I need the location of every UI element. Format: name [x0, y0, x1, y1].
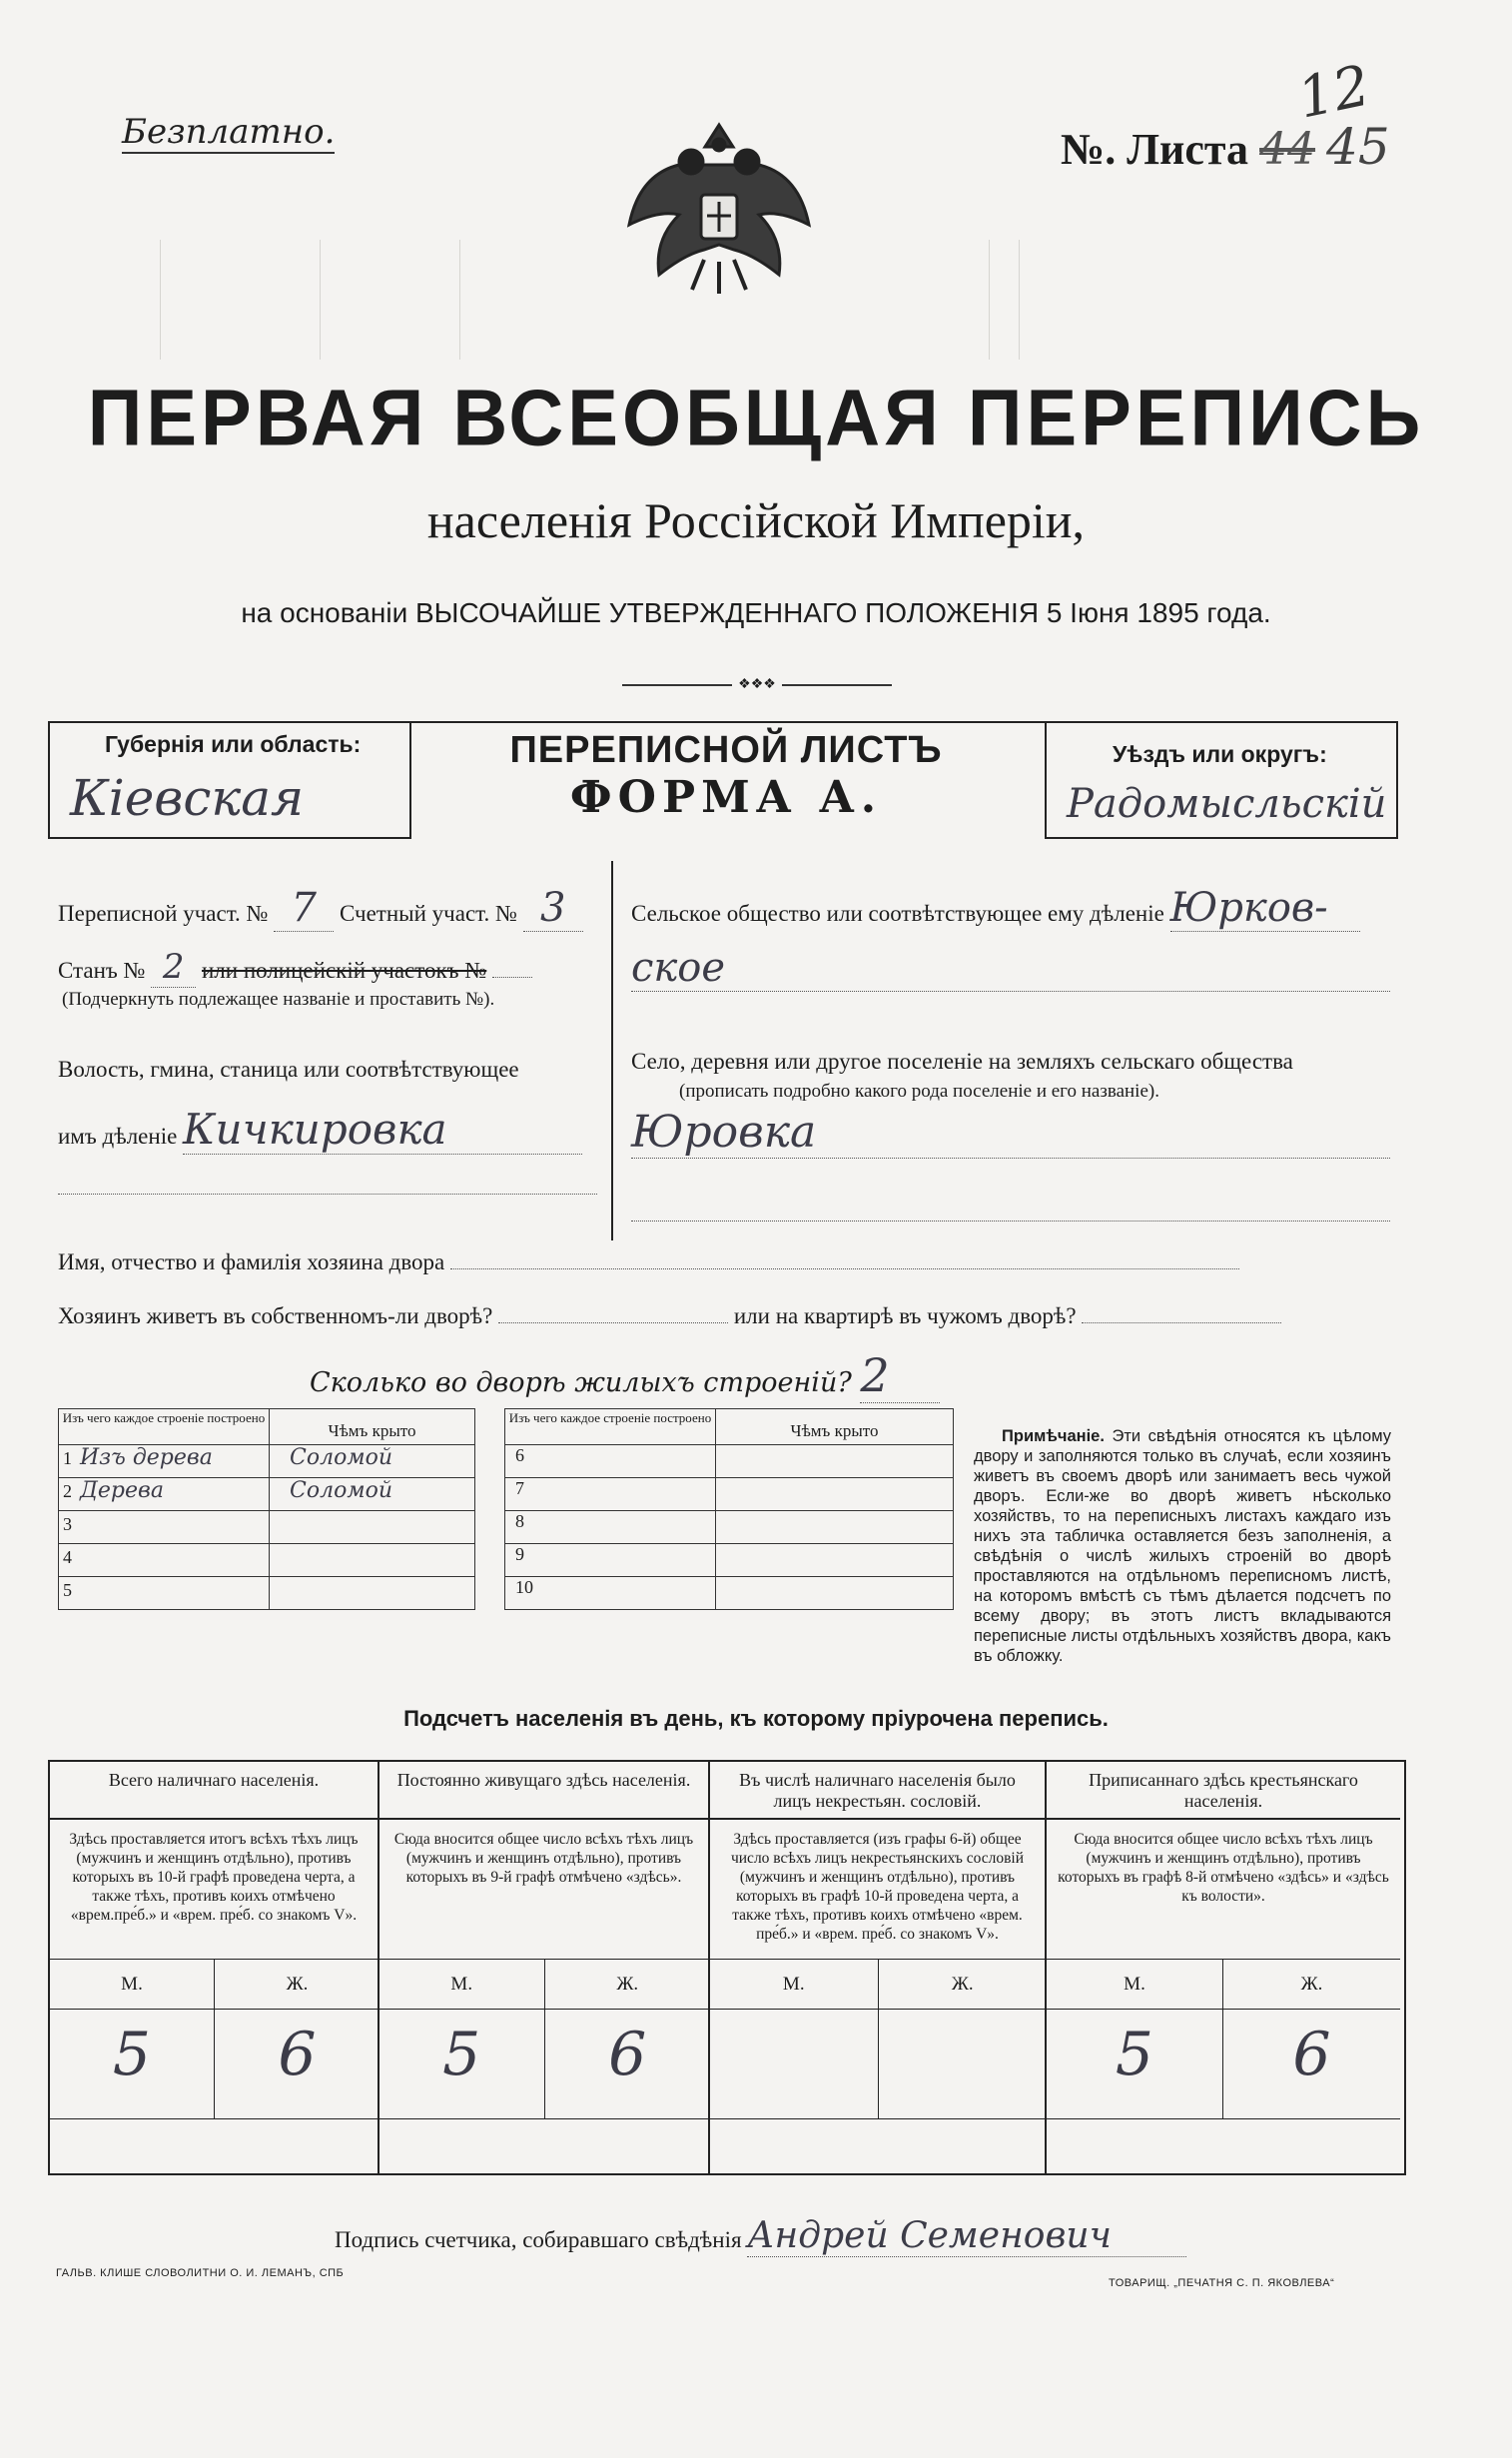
- population-title: Подсчетъ населенія въ день, къ которому пріурочена перепись.: [403, 1706, 1109, 1731]
- district-label: Уѣздъ или округъ:: [1113, 741, 1327, 767]
- male-count: 5: [50, 2010, 215, 2119]
- building-roof-cell: [716, 1445, 954, 1478]
- building-row-number: 3: [63, 1514, 72, 1534]
- population-column-description: Сюда вносится общее число всѣхъ тѣхъ лицъ (мужчинъ и женщинъ отдѣльно), противъ которыхъ въ графѣ 8-й отмѣчено «здѣсь» и «здѣсь къ волости».: [1047, 1820, 1400, 1960]
- male-label: М.: [50, 1960, 215, 2010]
- population-table: [48, 1760, 1406, 2175]
- sheet-title-box: [411, 721, 1041, 841]
- female-label: Ж.: [215, 1960, 379, 2010]
- male-label: М.: [1047, 1960, 1223, 2010]
- census-district-field: [58, 885, 602, 932]
- population-column-heading: Всего наличнаго населенія.: [50, 1762, 378, 1820]
- building-material-cell: [59, 1445, 270, 1478]
- footer-right: ТОВАРИЩ. „ПЕЧАТНЯ С. П. ЯКОВЛЕВА“: [1109, 2277, 1335, 2289]
- building-roof-cell: [270, 1544, 475, 1577]
- buildings-field: [310, 1348, 940, 1403]
- census-district-label: Переписной участ. №: [58, 901, 269, 926]
- building-row: [505, 1511, 954, 1544]
- owner-name-field: [58, 1248, 1239, 1275]
- building-material-value: Дерева: [80, 1478, 164, 1503]
- female-label: Ж.: [1223, 1960, 1400, 2010]
- building-roof-cell: [716, 1544, 954, 1577]
- female-count: 6: [215, 2010, 379, 2119]
- building-roof-cell: [270, 1445, 475, 1478]
- buildings-label: Сколько во дворѣ жилыхъ строеній?: [310, 1367, 852, 1398]
- sheet-number: [1061, 118, 1390, 176]
- owner-yard-field: [58, 1302, 1281, 1329]
- volost-label: Волость, гмина, станица или соотвѣтствующее: [58, 1057, 519, 1082]
- volost-extra-line: [58, 1194, 597, 1195]
- count-district-label: Счетный участ. №: [339, 901, 517, 926]
- col-roof-header: Чѣмъ крыто: [270, 1409, 475, 1445]
- population-column-heading: Приписаннаго здѣсь крестьянскаго населенія.: [1047, 1762, 1400, 1820]
- building-roof-cell: [270, 1511, 475, 1544]
- building-roof-value: Соломой: [290, 1478, 392, 1503]
- owner-name-label: Имя, отчество и фамилія хозяина двора: [58, 1249, 445, 1274]
- building-material-cell: [505, 1544, 716, 1577]
- population-column-description: Здѣсь проставляется итогъ всѣхъ тѣхъ лицъ (мужчинъ и женщинъ отдѣльно), противъ которыхъ въ 10-й графѣ проведена черта, а также тѣхъ, противъ коихъ отмѣчено «врем.пре́б.» и «врем. пре́б. со знакомъ V».: [50, 1820, 378, 1960]
- signature-field: [335, 2215, 1186, 2257]
- building-row-number: 7: [515, 1478, 524, 1498]
- building-row-number: 5: [63, 1580, 72, 1600]
- col-roof-header: Чѣмъ крыто: [716, 1409, 954, 1445]
- building-row-number: 4: [63, 1547, 72, 1567]
- buildings-table-left: [58, 1408, 475, 1610]
- own-yard-label: Хозяинъ живетъ въ собственномъ-ли дворѣ?: [58, 1303, 493, 1328]
- male-count: 5: [379, 2010, 545, 2119]
- society-value-2: ское: [631, 945, 1390, 992]
- form-name: ФОРМА А.: [569, 772, 883, 823]
- signature-value: Андрей Семенович: [747, 2215, 1186, 2257]
- population-column: [379, 1762, 710, 2173]
- building-roof-value: Соломой: [290, 1445, 392, 1470]
- ornament-divider: ❖❖❖: [622, 679, 892, 691]
- sheet-number-new: 45: [1326, 118, 1390, 176]
- female-label: Ж.: [879, 1960, 1048, 2010]
- population-column: [1047, 1762, 1400, 2173]
- population-column-heading: Постоянно живущаго здѣсь населенія.: [379, 1762, 708, 1820]
- corner-mark: 12: [1292, 53, 1376, 132]
- population-column: [50, 1762, 379, 2173]
- rented-label: или на квартирѣ въ чужомъ дворѣ?: [733, 1303, 1077, 1328]
- male-count: [710, 2010, 879, 2119]
- building-row-number: 6: [515, 1445, 524, 1465]
- building-material-value: Изъ дерева: [80, 1445, 213, 1470]
- note-label: Примѣчаніе.: [1002, 1427, 1105, 1445]
- society-field: [631, 885, 1390, 932]
- village-value: Юровка: [631, 1107, 1390, 1159]
- building-row: [505, 1544, 954, 1577]
- signature-label: Подпись счетчика, собиравшаго свѣдѣнія: [335, 2227, 742, 2252]
- society-value-1: Юрков-: [1170, 885, 1360, 932]
- building-roof-cell: [716, 1478, 954, 1511]
- building-row-number: 1: [63, 1448, 72, 1468]
- building-roof-cell: [716, 1577, 954, 1610]
- building-material-cell: [59, 1478, 270, 1511]
- female-count: 6: [545, 2010, 711, 2119]
- police-label: или полицейскій участокъ №: [201, 958, 487, 983]
- building-row-number: 8: [515, 1511, 524, 1531]
- census-district-value: 7: [274, 885, 334, 932]
- building-row: [59, 1577, 475, 1610]
- imperial-eagle-emblem: [619, 110, 819, 310]
- column-divider: [611, 861, 613, 1240]
- volost-field: [58, 1105, 597, 1155]
- volost-value: Кичкировка: [183, 1105, 582, 1155]
- society-label: Сельское общество или соотвѣтствующее ему дѣленіе: [631, 901, 1164, 926]
- female-label: Ж.: [545, 1960, 711, 2010]
- building-roof-cell: [270, 1577, 475, 1610]
- male-count: 5: [1047, 2010, 1223, 2119]
- population-column-description: Здѣсь проставляется (изъ графы 6-й) общее число всѣхъ лицъ некрестьянскихъ сословій (мужчинъ и женщинъ отдѣльно), противъ которыхъ въ графѣ 10-й проведена черта, а также тѣхъ, противъ коихъ отмѣчено «врем. пре́б.» и «врем. пре́б. со знакомъ V».: [710, 1820, 1045, 1960]
- building-material-cell: [59, 1577, 270, 1610]
- district-value: Радомысльскій: [1067, 781, 1387, 827]
- building-material-cell: [59, 1511, 270, 1544]
- building-material-cell: [505, 1445, 716, 1478]
- male-label: М.: [710, 1960, 879, 2010]
- free-label: Безплатно.: [122, 112, 336, 152]
- sheet-title: ПЕРЕПИСНОЙ ЛИСТЪ: [509, 729, 943, 771]
- owner-name-value: [450, 1248, 1239, 1269]
- population-column-description: Сюда вносится общее число всѣхъ тѣхъ лицъ (мужчинъ и женщинъ отдѣльно), противъ которыхъ въ 9-й графѣ отмѣчено «здѣсь».: [379, 1820, 708, 1960]
- count-district-value: 3: [523, 885, 583, 932]
- province-label: Губернія или область:: [105, 731, 362, 757]
- village-extra-line: [631, 1221, 1390, 1222]
- legal-basis: на основаніи ВЫСОЧАЙШЕ УТВЕРЖДЕННАГО ПОЛОЖЕНІЯ 5 Іюня 1895 года.: [241, 597, 1271, 628]
- col-material-header: Изъ чего каждое строеніе построено: [505, 1409, 716, 1445]
- sheet-number-label: №. Листа: [1061, 125, 1249, 174]
- province-box: [48, 721, 411, 839]
- population-column-heading: Въ числѣ наличнаго населенія было лицъ некрестьян. сословій.: [710, 1762, 1045, 1820]
- building-roof-cell: [716, 1511, 954, 1544]
- building-material-cell: [59, 1544, 270, 1577]
- col-material-header: Изъ чего каждое строеніе построено: [59, 1409, 270, 1445]
- sheet-number-old: 44: [1259, 124, 1316, 175]
- building-row: [59, 1544, 475, 1577]
- building-material-cell: [505, 1478, 716, 1511]
- village-label: Село, деревня или другое поселеніе на земляхъ сельскаго общества: [631, 1049, 1293, 1074]
- female-count: 6: [1223, 2010, 1400, 2119]
- buildings-table-right: [504, 1408, 954, 1610]
- female-count: [879, 2010, 1048, 2119]
- village-note: (прописать подробно какого рода поселеніе и его названіе).: [679, 1081, 1159, 1102]
- building-row: [505, 1445, 954, 1478]
- note-block: [974, 1426, 1391, 1666]
- building-row: [59, 1445, 475, 1478]
- note-text: Эти свѣдѣнія относятся къ цѣлому двору и заполняются только въ случаѣ, если хозяинъ живетъ въ своемъ дворѣ или занимаетъ весь чужой дворъ. Если-же во дворѣ живетъ нѣсколько хозяйствъ, то на переписныхъ листахъ каждаго изъ нихъ эта табличка оставляется безъ заполненія, а свѣдѣнія о числѣ жилыхъ строеній во дворѣ проставляются на отдѣльномъ переписномъ листѣ, на которомъ вмѣстѣ съ тѣмъ дѣлается подсчетъ по всему двору; въ этотъ листъ вкладываются переписные листы отдѣльныхъ хозяйствъ двора, какъ въ обложку.: [974, 1427, 1391, 1665]
- building-material-cell: [505, 1511, 716, 1544]
- page-subtitle: населенія Россійской Имперіи,: [426, 492, 1086, 548]
- building-material-cell: [505, 1577, 716, 1610]
- province-value: Кіевская: [70, 769, 305, 827]
- building-row-number: 9: [515, 1544, 524, 1564]
- stan-note: (Подчеркнуть подлежащее названіе и проставить №).: [62, 989, 495, 1010]
- stan-value: 2: [151, 947, 196, 988]
- stan-label: Станъ №: [58, 958, 146, 983]
- building-row: [59, 1511, 475, 1544]
- building-row: [59, 1478, 475, 1511]
- volost-label-2: имъ дѣленіе: [58, 1124, 178, 1149]
- district-box: [1045, 721, 1398, 839]
- building-row-number: 2: [63, 1481, 72, 1501]
- male-label: М.: [379, 1960, 545, 2010]
- population-column: [710, 1762, 1047, 2173]
- building-row: [505, 1577, 954, 1610]
- buildings-value: 2: [860, 1348, 940, 1403]
- building-roof-cell: [270, 1478, 475, 1511]
- page-title: ПЕРВАЯ ВСЕОБЩАЯ ПЕРЕПИСЬ: [87, 373, 1425, 463]
- building-row-number: 10: [515, 1577, 533, 1597]
- footer-left: ГАЛЬВ. КЛИШЕ СЛОВОЛИТНИ О. И. ЛЕМАНЪ, СПБ: [56, 2267, 345, 2279]
- building-row: [505, 1478, 954, 1511]
- stan-field: [58, 947, 602, 988]
